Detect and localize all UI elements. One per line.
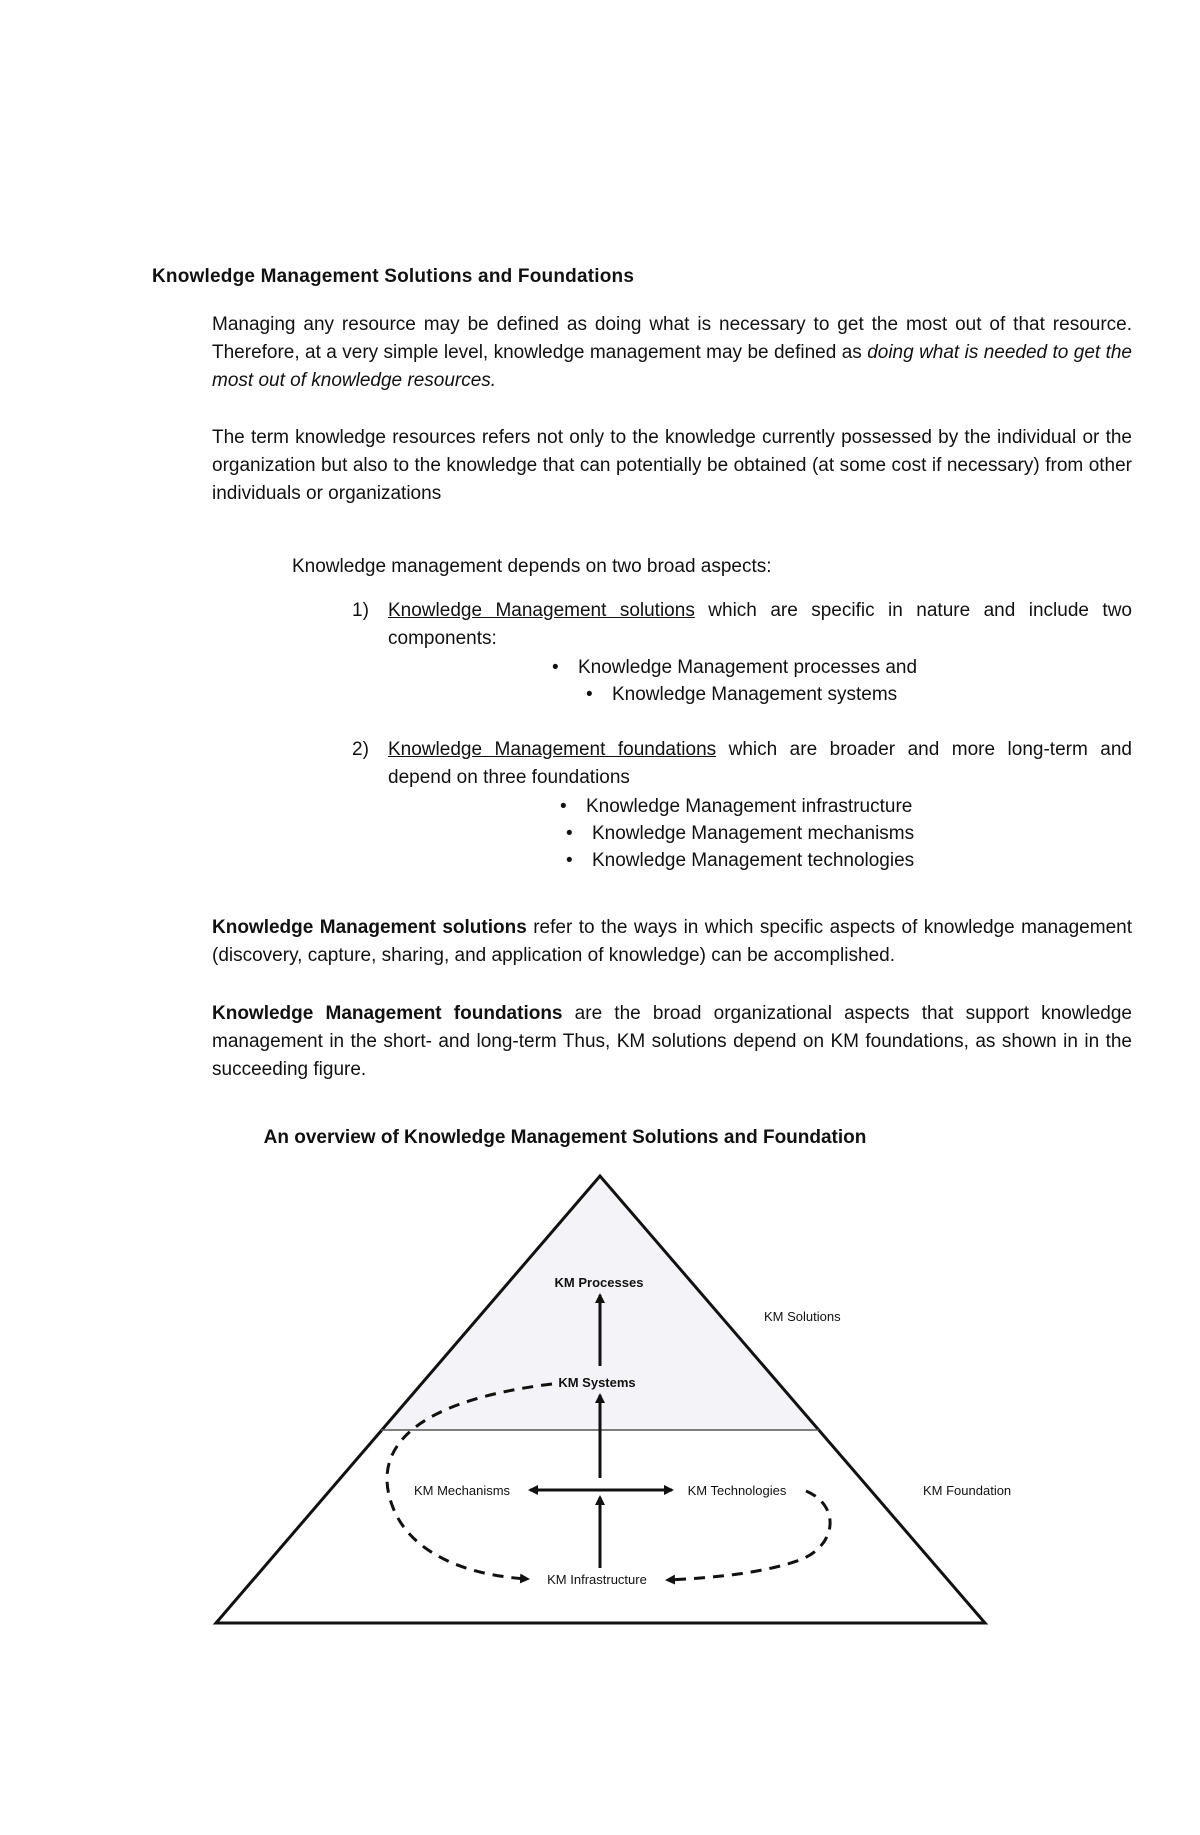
bullet-icon: • [566, 823, 573, 844]
bullet-icon: • [560, 796, 567, 817]
item-term: Knowledge Management solutions [388, 600, 695, 621]
item-text: which are broader and more long-term and depend on three foundations [388, 739, 1132, 788]
bullet-text: Knowledge Management infrastructure [586, 796, 913, 817]
aspects-lead: Knowledge management depends on two broad aspects: [292, 556, 772, 577]
dashed-loop-right [667, 1491, 830, 1580]
bullet-icon: • [552, 657, 559, 678]
paragraph-text: Managing any resource may be defined as doing what is necessary to get the most out of that resource. Therefore, at a very simple level, knowledge management may be defined as [212, 314, 1132, 363]
item-number: 1) [352, 600, 369, 621]
item-number: 2) [352, 739, 369, 760]
bullet-text: Knowledge Management systems [612, 684, 898, 705]
bullet-text: Knowledge Management mechanisms [592, 823, 915, 844]
bullet-text: Knowledge Management technologies [592, 850, 915, 871]
page-title: Knowledge Management Solutions and Foundations [152, 266, 635, 287]
paragraph-knowledge-resources: The term knowledge resources refers not only to the knowledge currently possessed by the individual or the organization but also to the knowledge that can potentially be obtained (at some cost if necessary) from other individuals or organizations [212, 427, 1132, 504]
paragraph-italic: doing what is needed to get the most out of knowledge resources. [212, 342, 1132, 391]
paragraph-bold: Knowledge Management solutions [212, 917, 527, 938]
bullet-text: Knowledge Management processes and [578, 657, 918, 678]
paragraph-bold: Knowledge Management foundations [212, 1003, 563, 1024]
bullet-icon: • [586, 684, 593, 705]
label-km-solutions: KM Solutions [764, 1309, 841, 1324]
item-term: Knowledge Management foundations [388, 739, 717, 760]
label-km-foundation: KM Foundation [923, 1483, 1012, 1498]
paragraph-text: are the broad organizational aspects that support knowledge management in the short- and long-term Thus, KM solutions depend on KM foundations, as shown in in the succeeding figure. [212, 1003, 1132, 1080]
node-km-processes: KM Processes [554, 1275, 644, 1290]
node-km-mechanisms: KM Mechanisms [413, 1483, 511, 1498]
bullet-icon: • [566, 850, 573, 871]
item-text: which are specific in nature and include two components: [388, 600, 1133, 649]
node-km-systems: KM Systems [558, 1375, 636, 1390]
node-km-technologies: KM Technologies [687, 1483, 787, 1498]
paragraph-text: refer to the ways in which specific aspects of knowledge management (discovery, capture, sharing, and application of knowledge) can be accomplished. [212, 917, 1132, 966]
node-km-infrastructure: KM Infrastructure [547, 1572, 647, 1587]
figure-title: An overview of Knowledge Management Solutions and Foundation [263, 1127, 867, 1148]
